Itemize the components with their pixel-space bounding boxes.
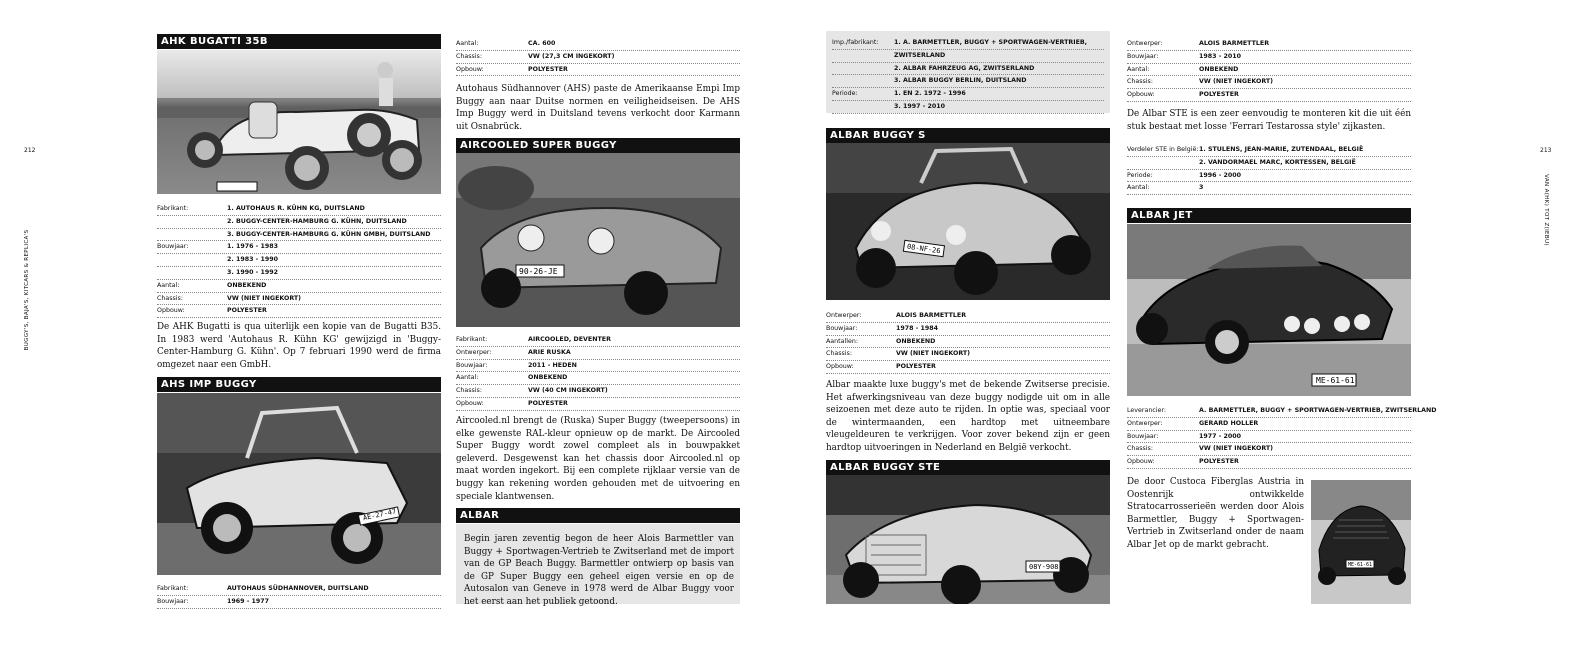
section-header-albar-ste: ALBAR BUGGY STE — [826, 460, 1110, 475]
plate-albar-ste: 08Y-908 — [1029, 563, 1059, 571]
spec-value: 1977 - 2000 — [1199, 432, 1242, 440]
spec-key: Ontwerper: — [826, 312, 862, 319]
spec-key: Bouwjaar: — [1127, 432, 1159, 440]
spec-value: VW (40 CM INGEKORT) — [528, 387, 608, 395]
spec-key: Fabrikant: — [157, 585, 189, 592]
spec-key: Opbouw: — [1127, 458, 1155, 466]
spec-key: Periode: — [1127, 171, 1153, 179]
spec-value: 1978 - 1984 — [896, 324, 939, 332]
text-albar-intro: Begin jaren zeventig begon de heer Alois Barmettler van Buggy + Sportwagen-Vertrieb te Zwitserland met de import van de GP Beach Buggy. Barmettler ontwierp op basis van de GP Super Buggy een geheel eigen versie en op de Autosalon van Geneve in 1978 werd de Albar Buggy voor het eerst aan het publiek getoond. — [464, 534, 734, 607]
spec-key: Bouwjaar: — [157, 597, 189, 605]
spec-value: VW (27,3 CM INGEKORT) — [528, 52, 615, 60]
spec-value: VW (NIET INGEKORT) — [896, 350, 971, 358]
spec-value: 1. EN 2. 1972 - 1996 — [894, 90, 966, 98]
spec-value: 1983 - 2010 — [1199, 52, 1242, 60]
spec-value: VW (NIET INGEKORT) — [227, 294, 302, 302]
spec-row — [157, 229, 441, 242]
spec-row — [456, 372, 740, 385]
spec-row — [157, 305, 441, 318]
spec-value: ZWITSERLAND — [894, 51, 946, 59]
spec-key — [157, 216, 227, 228]
spec-key — [832, 63, 894, 75]
spec-key: Periode: — [832, 90, 858, 98]
spec-key: Aantal: — [456, 374, 479, 382]
spec-row — [826, 348, 1110, 361]
spec-key: Bouwjaar: — [157, 243, 189, 251]
spec-key: Verdeler STE in België: — [1127, 146, 1199, 153]
spec-key — [157, 254, 227, 266]
running-head-right: VAN A(HK) TOT Z(IEBU) — [1543, 174, 1549, 246]
spec-row — [157, 596, 441, 609]
spec-value: POLYESTER — [1199, 458, 1239, 466]
plate-albar-s: 08-NF-26 — [906, 242, 941, 256]
spec-key: Ontwerper: — [1127, 40, 1163, 47]
text-ahs-imp: Autohaus Südhannover (AHS) paste de Amerikaanse Empi Imp Buggy aan naar Duitse normen en veiligheidseisen. De AHS Imp Buggy werd in Duitsland tevens verkocht door Karmann uit Osnabrück. — [456, 84, 740, 132]
spec-row — [456, 64, 740, 77]
spec-value: 1. A. BARMETTLER, BUGGY + SPORTWAGEN-VERTRIEB, — [894, 39, 1088, 46]
spec-key: Aantal: — [456, 40, 479, 47]
running-head-left: BUGGY'S, BAJA'S, KITCARS & REPLICA'S — [24, 229, 30, 351]
spec-row — [832, 101, 1104, 114]
spec-value: 3. BUGGY-CENTER-HAMBURG G. KÜHN GMBH, DUITSLAND — [227, 230, 431, 238]
page-number-right: 213 — [1540, 147, 1552, 154]
spec-table-albar — [832, 37, 1104, 114]
spec-row — [157, 293, 441, 306]
spec-row — [1127, 144, 1411, 157]
spec-row — [456, 347, 740, 360]
spec-key: Chassis: — [1127, 445, 1153, 453]
spec-value: AIRCOOLED, DEVENTER — [528, 336, 611, 343]
spec-key: Opbouw: — [1127, 91, 1155, 99]
spec-value: ONBEKEND — [896, 337, 936, 345]
spec-key: Chassis: — [456, 387, 482, 395]
spec-row — [456, 334, 740, 347]
section-header-albar: ALBAR — [456, 508, 740, 523]
spec-value: CA. 600 — [528, 40, 556, 47]
spec-value: 1. 1976 - 1983 — [227, 243, 279, 251]
spec-table-aircooled — [456, 334, 740, 411]
spec-row — [157, 203, 441, 216]
spec-value: 2. 1983 - 1990 — [227, 256, 279, 264]
spec-value: GERARD HOLLER — [1199, 419, 1259, 427]
spec-row — [832, 63, 1104, 76]
section-header-aircooled: AIRCOOLED SUPER BUGGY — [456, 138, 740, 153]
text-albar-ste: De Albar STE is een zeer eenvoudig te monteren kit die uit één stuk bestaat met losse 'Ferrari Testarossa style' zijkasten. — [1127, 109, 1411, 132]
spec-row — [157, 280, 441, 293]
spec-row — [157, 583, 441, 596]
spec-value: POLYESTER — [227, 307, 267, 315]
spec-key: Opbouw: — [456, 399, 484, 407]
spec-key: Chassis: — [826, 350, 852, 358]
spec-key: Chassis: — [1127, 78, 1153, 86]
spec-value: ARIE RUSKA — [528, 348, 571, 356]
spec-key: Aantal: — [157, 281, 180, 289]
plate-ahs-imp: AE-27-47 — [362, 507, 397, 523]
spec-key: Chassis: — [456, 52, 482, 60]
spec-row — [157, 267, 441, 280]
spec-table-ahk-bugatti — [157, 203, 441, 318]
spec-row — [832, 50, 1104, 63]
spec-value: 2. BUGGY-CENTER-HAMBURG G. KÜHN, DUITSLAND — [227, 217, 407, 225]
spec-row — [1127, 443, 1411, 456]
spec-value: 3. ALBAR BUGGY BERLIN, DUITSLAND — [894, 77, 1027, 85]
spec-row — [456, 51, 740, 64]
spec-row — [1127, 431, 1411, 444]
spec-value: ONBEKEND — [528, 374, 568, 382]
spec-table-albar-jet — [1127, 405, 1437, 469]
text-albar-jet: De door Custoca Fiberglas Austria in Oostenrijk ontwikkelde Stratocarrosserieën werden door Alois Barmettler, Buggy + Sportwagen-Vertrieb in Zwitserland onder de naam Albar Jet op de markt gebracht. — [1127, 477, 1304, 550]
section-header-ahs-imp: AHS IMP BUGGY — [157, 377, 441, 392]
spec-value: A. BARMETTLER, BUGGY + SPORTWAGEN-VERTRIEB, ZWITSERLAND — [1199, 407, 1437, 414]
spec-row — [1127, 38, 1411, 51]
spec-key: Aantallen: — [826, 337, 858, 345]
spec-value: ALOIS BARMETTLER — [1199, 40, 1270, 47]
spec-key: Bouwjaar: — [826, 324, 858, 332]
spec-key — [1127, 157, 1199, 169]
spec-value: ONBEKEND — [227, 281, 267, 289]
spec-value: VW (NIET INGEKORT) — [1199, 445, 1274, 453]
spec-value: 1. STULENS, JEAN-MARIE, ZUTENDAAL, BELGIË — [1199, 146, 1364, 153]
spec-key: Fabrikant: — [456, 336, 488, 343]
spec-value: ONBEKEND — [1199, 65, 1239, 73]
text-ahk-bugatti: De AHK Bugatti is qua uiterlijk een kopie van de Bugatti B35. In 1983 werd 'Autohaus R. Kühn KG' gewijzigd in 'Buggy-Center-Hamburg G. Kühn'. Op 7 februari 1990 werd de firma omgezet naar een GmbH. — [157, 322, 441, 370]
spec-value: 1. AUTOHAUS R. KÜHN KG, DUITSLAND — [227, 205, 365, 212]
spec-value: 3 — [1199, 184, 1204, 192]
spec-row — [456, 360, 740, 373]
spec-key — [157, 229, 227, 241]
spec-value: POLYESTER — [528, 65, 568, 73]
section-header-albar-jet: ALBAR JET — [1127, 208, 1411, 223]
spec-table-ahs-imp-cont — [456, 38, 740, 76]
spec-key — [832, 50, 894, 62]
spec-row — [157, 241, 441, 254]
spec-row — [157, 254, 441, 267]
plate-aircooled: 90-26-JE — [519, 267, 558, 276]
spec-value: AUTOHAUS SÜDHANNOVER, DUITSLAND — [227, 585, 369, 592]
spec-row — [826, 310, 1110, 323]
spec-row — [1127, 76, 1411, 89]
spec-key: Imp./fabrikant: — [832, 39, 879, 46]
text-aircooled: Aircooled.nl brengt de (Ruska) Super Buggy (tweepersoons) in elke gewenste RAL-kleur opnieuw op de markt. De Aircooled Super Buggy wordt zowel compleet als in bouwpakket geleverd. Desgewenst kan het chassis door Aircooled.nl op maat worden ingekort. Bij een complete rijklaar versie van de buggy kan rekening worden gehouden met de uitvoering en speciale klantwensen. — [456, 416, 740, 502]
spec-row — [1127, 418, 1411, 431]
spec-value: 1996 - 2000 — [1199, 171, 1242, 179]
spec-key — [832, 101, 894, 113]
spec-key: Fabrikant: — [157, 205, 189, 212]
text-albar-s: Albar maakte luxe buggy's met de bekende Zwitserse precisie. Het afwerkingsniveau van deze buggy nodigde uit om in alle seizoenen met deze auto te rijden. In optie was, speciaal voor de wintermaanden, een hardtop met uitneembare vleugeldeuren te verkrijgen. Voor zover bekend zijn er geen hardtop uitvoeringen in Nederland en België verkocht. — [826, 380, 1110, 453]
spec-table-albar-ste-design — [1127, 38, 1411, 102]
spec-row — [1127, 182, 1411, 195]
photo-aircooled — [456, 153, 740, 327]
spec-value: POLYESTER — [528, 399, 568, 407]
spec-table-ahs-imp — [157, 583, 441, 609]
spec-row — [1127, 405, 1437, 418]
spec-row — [456, 38, 740, 51]
spec-row — [832, 88, 1104, 101]
spec-key — [157, 267, 227, 279]
spec-key: Opbouw: — [157, 307, 185, 315]
photo-albar-ste — [826, 475, 1110, 604]
plate-albar-jet: ME-61-61 — [1316, 376, 1355, 385]
photo-ahk-bugatti — [157, 50, 441, 194]
spec-key: Leverancier: — [1127, 407, 1166, 414]
spec-key: Ontwerper: — [1127, 419, 1163, 427]
spec-value: 3. 1990 - 1992 — [227, 268, 279, 276]
spec-value: POLYESTER — [1199, 91, 1239, 99]
spec-table-albar-ste-dealer — [1127, 144, 1411, 195]
spec-row — [1127, 64, 1411, 77]
spec-key: Chassis: — [157, 294, 183, 302]
spec-key: Ontwerper: — [456, 348, 492, 356]
section-header-ahk-bugatti: AHK BUGATTI 35B — [157, 34, 441, 49]
photo-ahs-imp — [157, 393, 441, 575]
spec-key: Aantal: — [1127, 184, 1150, 192]
spec-key — [832, 75, 894, 87]
photo-albar-s — [826, 143, 1110, 300]
spec-row — [456, 398, 740, 411]
spec-row — [826, 361, 1110, 374]
spec-value: 3. 1997 - 2010 — [894, 102, 946, 110]
spec-key: Opbouw: — [456, 65, 484, 73]
spec-row — [1127, 170, 1411, 183]
spec-row — [157, 216, 441, 229]
spec-value: POLYESTER — [896, 363, 936, 371]
spec-row — [456, 385, 740, 398]
spec-key: Bouwjaar: — [1127, 52, 1159, 60]
page-number-left: 212 — [24, 147, 36, 154]
spec-key: Opbouw: — [826, 363, 854, 371]
spec-value: 2011 - HEDEN — [528, 361, 577, 369]
spec-row — [832, 75, 1104, 88]
spec-row — [1127, 51, 1411, 64]
plate-albar-jet-rear: ME-61-61 — [1348, 562, 1373, 568]
photo-albar-jet — [1127, 224, 1411, 396]
spec-row — [826, 323, 1110, 336]
spec-table-albar-s — [826, 310, 1110, 374]
spec-row — [1127, 89, 1411, 102]
spec-value: ALOIS BARMETTLER — [896, 312, 967, 319]
spec-row — [832, 37, 1104, 50]
section-header-albar-s: ALBAR BUGGY S — [826, 128, 1110, 143]
spec-value: 2. ALBAR FAHRZEUG AG, ZWITSERLAND — [894, 64, 1035, 72]
spec-row — [826, 336, 1110, 349]
spec-row — [1127, 456, 1411, 469]
spec-value: VW (NIET INGEKORT) — [1199, 78, 1274, 86]
spec-value: 1969 - 1977 — [227, 597, 270, 605]
spec-row — [1127, 157, 1411, 170]
photo-albar-jet-rear — [1311, 480, 1411, 604]
spec-key: Aantal: — [1127, 65, 1150, 73]
spec-key: Bouwjaar: — [456, 361, 488, 369]
spec-value: 2. VANDORMAEL MARC, KORTESSEN, BELGIË — [1199, 158, 1356, 166]
